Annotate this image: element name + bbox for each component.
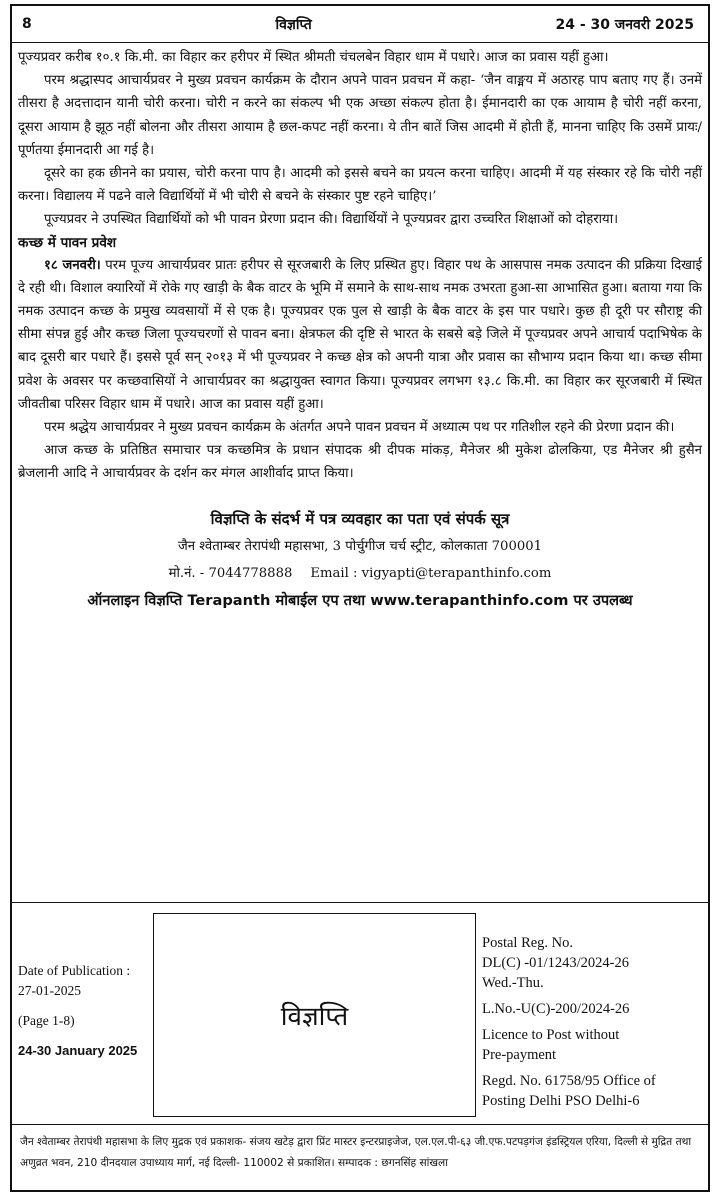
- postal-line: Wed.-Thu.: [482, 975, 544, 991]
- contact-heading: विज्ञप्ति के संदर्भ में पत्र व्यवहार का पता एवं संपर्क सूत्र: [210, 509, 510, 528]
- article-paragraph: पूज्यप्रवर ने उपस्थित विद्यार्थियों को भी पावन प्रेरणा प्रदान की। विद्यार्थियों ने पूज्यप्रवर द्वारा उच्चरित शिक्षाओं को दोहराया।: [44, 212, 619, 228]
- postal-line: L.No.-U(C)-200/2024-26: [482, 1001, 630, 1017]
- postal-line: Posting Delhi PSO Delhi-6: [482, 1093, 640, 1109]
- postal-line: DL(C) -01/1243/2024-26: [482, 955, 629, 971]
- article-paragraph: दूसरे का हक छीनने का प्रयास, चोरी करना पाप है। आदमी को इससे बचने का प्रयत्न करना चाहिए। आदमी में यह संस्कार रहे कि चोरी नहीं करना। विद्यालय में पढने वाले विद्यार्थियों में भी चोरी से बचने के संस्कार पुष्ट रहने चाहिए।’: [18, 166, 702, 205]
- address-box: [153, 913, 476, 1117]
- postal-line: Postal Reg. No.: [482, 935, 574, 951]
- page-header: [12, 6, 708, 43]
- contact-phone: मो.नं. - 7044778888: [168, 565, 293, 581]
- postal-registration: [482, 933, 656, 1111]
- issue-dates: 24-30 January 2025: [18, 1043, 138, 1058]
- postal-line: Licence to Post without: [482, 1027, 620, 1043]
- publication-info-section: [12, 902, 708, 1125]
- postal-line: Pre-payment: [482, 1047, 557, 1063]
- postal-line: Regd. No. 61758/95 Office of: [482, 1073, 656, 1089]
- article-paragraph: परम श्रद्धेय आचार्यप्रवर ने मुख्य प्रवचन कार्यक्रम के अंतर्गत अपने पावन प्रवचन में अध्यात्म पथ पर गतिशील रहने की प्रेरणा प्रदान की।: [44, 420, 675, 436]
- paragraph-text: परम पूज्य आचार्यप्रवर प्रातः हरीपर से सूरजबारी के लिए प्रस्थित हुए। विहार पथ के आसपास नमक उत्पादन की प्रक्रिया दिखाई दे रही थी। विशाल क्यारियों में रोके गए खाड़ी के बैक वाटर के भूमि में समाने के साथ-साथ नमक उभरता हुआ-सा आभासित हुआ। बताया गया कि नमक उत्पादन कच्छ के प्रमुख व्यवसायों में से एक है। पूज्यप्रवर एक पुल से खाड़ी के बैक वाटर के इस पार पधारे। कुछ ही दूरी पर सौराष्ट्र की सीमा संपन्न हुई और कच्छ जिला पूज्यचरणों से पावन बना। क्षेत्रफल की दृष्टि से भारत के सबसे बड़े जिले में पूज्यप्रवर अपने आचार्य पदाभिषेक के बाद दूसरी बार पधारे हैं। इससे पूर्व सन् २०१३ में भी पूज्यप्रवर ने कच्छ क्षेत्र को अपनी यात्रा और प्रवास का सौभाग्य प्रदान किया था। कच्छ सीमा प्रवेश के अवसर पर कच्छवासियों ने आचार्यप्रवर का श्रद्धायुक्त स्वागत किया। पूज्यप्रवर लगभग १३.८ कि.मी. का विहार कर सूरजबारी में स्थित जीवतीबा परिसर विहार धाम में पधारे। आज का प्रवास यहीं हुआ।: [18, 257, 702, 412]
- printer-imprint: जैन श्वेताम्बर तेरापंथी महासभा के लिए मुद्रक एवं प्रकाशक- संजय खटेड़ द्वारा प्रिंट मास्टर इन्टरप्राइजेज, एल.एल.पी-६३ जी.एफ.पटपड़गंज इंडस्ट्रियल एरिया, दिल्ली से मुद्रित तथा अणुव्रत भवन, 210 दीनदयाल उपाध्याय मार्ग, नई दिल्ली- 110002 से प्रकाशित। सम्पादक : छगनसिंह सांखला: [12, 1124, 708, 1190]
- page-number: 8: [22, 16, 32, 32]
- article-paragraph: परम श्रद्धास्पद आचार्यप्रवर ने मुख्य प्रवचन कार्यक्रम के दौरान अपने पावन प्रवचन में कहा- ‘जैन वाङ्मय में अठारह पाप बताए गए हैं। उनमें तीसरा है अदत्तादान यानी चोरी करना। चोरी न करने का संकल्प भी एक अच्छा संकल्प होता है। ईमानदारी का एक आयाम है चोरी नहीं करना, दूसरा आयाम है झूठ नहीं बोलना और तीसरा आयाम है छल-कपट नहीं करना। ये तीन बातें जिस आदमी में होती हैं, मानना चाहिए कि उसमें प्रायः/पूर्णतया ईमानदारी आ गई है।: [18, 73, 702, 158]
- contact-address: जैन श्वेताम्बर तेरापंथी महासभा, 3 पोर्चुगीज चर्च स्ट्रीट, कोलकाता 700001: [177, 538, 543, 554]
- page-range: (Page 1-8): [18, 1013, 75, 1028]
- issue-date: 24 - 30 जनवरी 2025: [555, 16, 694, 33]
- article-paragraph: पूज्यप्रवर करीब १०.१ कि.मी. का विहार कर हरीपर में स्थित श्रीमती चंचलबेन विहार धाम में पधारे। आज का प्रवास यहीं हुआ।: [18, 50, 609, 65]
- article-paragraph: [18, 254, 702, 416]
- publication-title: विज्ञप्ति: [275, 16, 312, 33]
- article-paragraph: आज कच्छ के प्रतिष्ठित समाचार पत्र कच्छमित्र के प्रधान संपादक श्री दीपक मांकड़, मैनेजर श्री मुकेश ढोलकिया, एड मैनेजर श्री हुसैन ब्रेजलानी आदि ने आचार्यप्रवर के दर्शन कर मंगल आशीर्वाद प्राप्त किया।: [18, 443, 702, 482]
- contact-email: Email : vigyapti@terapanthinfo.com: [310, 565, 552, 581]
- publication-date-value: 27-01-2025: [18, 983, 81, 998]
- address-box-title: विज्ञप्ति: [280, 1002, 349, 1032]
- online-availability: ऑनलाइन विज्ञप्ति Terapanth मोबाईल एप तथा www.terapanthinfo.com पर उपलब्ध: [87, 591, 633, 609]
- contact-block: [18, 506, 702, 622]
- page-frame: [10, 4, 710, 1192]
- publication-details: [18, 961, 137, 1061]
- dateline: १८ जनवरी।: [44, 257, 101, 273]
- section-heading: कच्छ में पावन प्रवेश: [18, 234, 117, 251]
- article-body: [12, 43, 708, 622]
- contact-line: [18, 560, 702, 587]
- publication-date-label: Date of Publication :: [18, 963, 131, 978]
